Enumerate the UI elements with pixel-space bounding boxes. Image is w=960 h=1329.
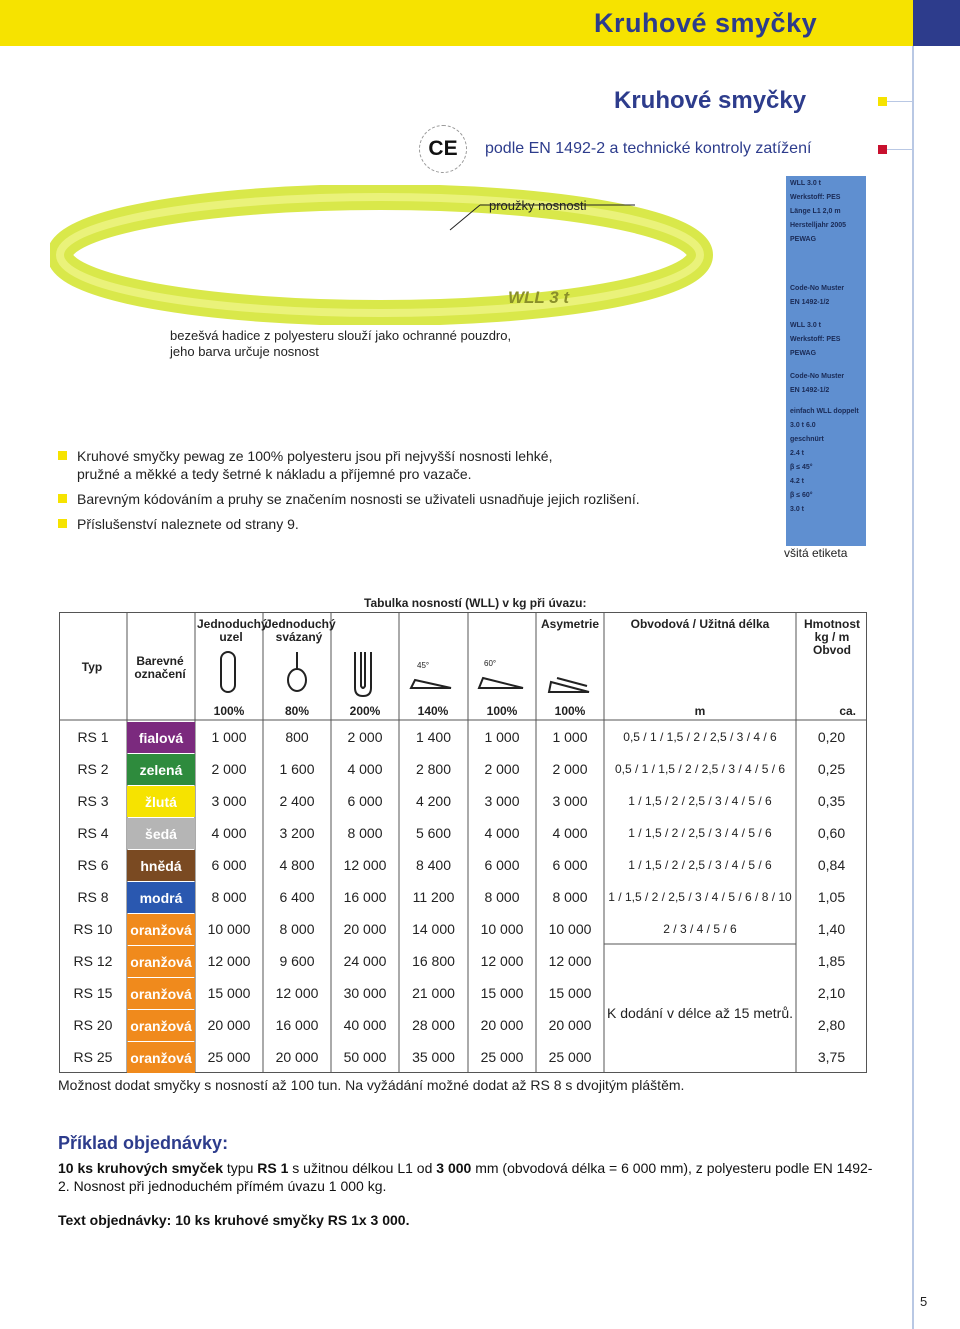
table-row [59, 849, 867, 881]
table-cell-typ: RS 3 [77, 793, 109, 809]
tag-caption: všitá etiketa [784, 546, 848, 560]
order-paragraph [58, 1159, 878, 1195]
table-cell-c4: 35 000 [412, 1049, 455, 1065]
order-bold: 3 000 [436, 1160, 472, 1176]
table-cell-c3: 16 000 [343, 889, 387, 905]
table-row [59, 945, 867, 977]
table-cell-c3: 30 000 [343, 985, 387, 1001]
table-cell-c5: 2 000 [484, 761, 520, 777]
capacity-note: Možnost dodat smyčky s nosností až 100 tun. Na vyžádání možné dodat až RS 8 s dvojitým pláštěm. [58, 1077, 685, 1093]
bullet-icon [58, 519, 67, 528]
pct-label: m [694, 704, 706, 718]
table-cell-typ: RS 15 [73, 985, 113, 1001]
table-cell-typ: RS 8 [77, 889, 109, 905]
tag-line: einfach WLL doppelt [790, 408, 859, 415]
corner-block [913, 0, 960, 46]
table-cell-typ: RS 4 [77, 825, 109, 841]
ce-mark-icon [419, 125, 467, 173]
page-number: 5 [920, 1294, 928, 1309]
order-bold: 10 ks kruhových smyček [58, 1160, 223, 1176]
table-row [59, 785, 867, 817]
asymmetric-icon [549, 678, 589, 692]
table-row [59, 721, 867, 753]
table-cell-w: 2,80 [817, 1017, 846, 1033]
table-title: Tabulka nosností (WLL) v kg při úvazu: [364, 596, 587, 610]
choke-hitch-icon [288, 669, 306, 691]
table-cell-w: 0,25 [817, 761, 846, 777]
table-cell-c3: 2 000 [347, 729, 383, 745]
table-cell-w: 3,75 [817, 1049, 846, 1065]
table-cell-c2: 4 800 [279, 857, 315, 873]
red-square-icon [878, 145, 887, 154]
table-cell-c1: 3 000 [211, 793, 247, 809]
table-cell-w: 1,05 [817, 889, 846, 905]
table-cell-len: 1 / 1,5 / 2 / 2,5 / 3 / 4 / 5 / 6 [628, 858, 772, 872]
pct-label: 100% [486, 704, 518, 718]
table-cell-c6: 3 000 [552, 793, 588, 809]
page-title: Kruhové smyčky [594, 8, 818, 38]
table-cell-barva: oranžová [127, 978, 195, 1009]
table-cell-barva: oranžová [127, 914, 195, 945]
sling-wll-text: WLL 3 t [508, 288, 570, 307]
table-cell-barva: zelená [127, 754, 195, 785]
table-cell-c2: 16 000 [275, 1017, 319, 1033]
tag-line: Code-No Muster [790, 373, 845, 380]
table-cell-typ: RS 12 [73, 953, 113, 969]
table-cell-c4: 16 800 [412, 953, 455, 969]
col-header-single-knot: Jednoduchý uzel [197, 617, 268, 644]
pct-label: 100% [554, 704, 586, 718]
tag-line: Werkstoff: PES [790, 336, 841, 343]
table-cell-typ: RS 10 [73, 921, 113, 937]
angle-label: 45° [417, 661, 430, 670]
angle-45-icon [411, 680, 451, 688]
table-cell-c5: 10 000 [480, 921, 524, 937]
table-cell-c1: 8 000 [211, 889, 247, 905]
table-cell-barva: šedá [127, 818, 195, 849]
tag-line: PEWAG [790, 236, 817, 243]
table-cell-typ: RS 20 [73, 1017, 113, 1033]
basket-loop-icon [221, 652, 235, 692]
table-cell-c5: 15 000 [480, 985, 524, 1001]
table-cell-barva: modrá [127, 882, 195, 913]
table-cell-c4: 2 800 [415, 761, 452, 777]
section-title: Kruhové smyčky [614, 87, 807, 114]
table-cell-barva: hnědá [127, 850, 195, 881]
table-cell-c1: 10 000 [207, 921, 251, 937]
table-cell-len: 2 / 3 / 4 / 5 / 6 [663, 922, 737, 936]
table-cell-c2: 20 000 [275, 1049, 319, 1065]
table-cell-barva: oranžová [127, 1010, 195, 1041]
table-cell-c5: 8 000 [484, 889, 520, 905]
table-cell-c4: 14 000 [412, 921, 455, 937]
table-cell-c4: 28 000 [412, 1017, 455, 1033]
table-cell-c4: 4 200 [415, 793, 452, 809]
table-cell-c3: 6 000 [347, 793, 383, 809]
table-cell-c1: 4 000 [211, 825, 247, 841]
on-request-note: K dodání v délce až 15 metrů. [607, 1005, 793, 1021]
table-cell-len: 0,5 / 1 / 1,5 / 2 / 2,5 / 3 / 4 / 6 [623, 730, 777, 744]
table-cell-barva: fialová [127, 722, 195, 753]
pct-label: ca. [839, 704, 856, 718]
table-cell-c1: 20 000 [207, 1017, 251, 1033]
table-cell-c6: 6 000 [552, 857, 588, 873]
table-cell-c2: 3 200 [279, 825, 315, 841]
table-cell-len: 0,5 / 1 / 1,5 / 2 / 2,5 / 3 / 4 / 5 / 6 [614, 762, 786, 776]
table-cell-c3: 50 000 [343, 1049, 387, 1065]
strip-label: proužky nosnosti [489, 198, 587, 213]
table-cell-c3: 40 000 [343, 1017, 387, 1033]
table-cell-len: 1 / 1,5 / 2 / 2,5 / 3 / 4 / 5 / 6 [628, 794, 772, 808]
table-cell-c2: 1 600 [279, 761, 315, 777]
col-header-weight: Hmotnost kg / m Obvod [804, 617, 860, 657]
sling-highlight [60, 197, 700, 313]
table-cell-c1: 25 000 [207, 1049, 251, 1065]
table-row [59, 817, 867, 849]
table-cell-c2: 2 400 [279, 793, 315, 809]
table-cell-c4: 1 400 [415, 729, 452, 745]
table-cell-c3: 4 000 [347, 761, 383, 777]
connector-line [887, 101, 913, 102]
order-text: mm (obvodová délka = 6 000 mm), z polyesteru podle EN 1492-2. Nosnost při jednoduchém přímém úvazu 1 000 kg. [58, 1160, 873, 1194]
tag-line: EN 1492-1/2 [790, 299, 830, 306]
table-cell-c2: 8 000 [279, 921, 315, 937]
tag-line: Herstelljahr 2005 [790, 222, 847, 229]
tag-line: geschnürt [790, 436, 824, 443]
table-cell-c6: 10 000 [548, 921, 592, 937]
table-cell-c4: 5 600 [415, 825, 452, 841]
table-cell-c5: 1 000 [484, 729, 520, 745]
col-header-typ: Typ [81, 660, 103, 674]
tag-line: WLL 3.0 t [790, 322, 821, 329]
table-cell-c5: 25 000 [480, 1049, 524, 1065]
order-bold: RS 1 [257, 1160, 289, 1176]
table-cell-c2: 800 [285, 729, 309, 745]
angle-60-icon [479, 678, 523, 688]
pct-label: 140% [417, 704, 449, 718]
angle-label: 60° [484, 659, 497, 668]
pct-label: 200% [349, 704, 381, 718]
pct-label: 80% [284, 704, 310, 718]
table-cell-c1: 6 000 [211, 857, 247, 873]
table-cell-len: 1 / 1,5 / 2 / 2,5 / 3 / 4 / 5 / 6 [628, 826, 772, 840]
table-cell-c5: 6 000 [484, 857, 520, 873]
norm-subtitle: podle EN 1492-2 a technické kontroly zatížení [485, 140, 812, 157]
table-cell-c6: 20 000 [548, 1017, 592, 1033]
table-cell-c6: 8 000 [552, 889, 588, 905]
sling-description: bezešvá hadice z polyesteru slouží jako ochranné pouzdro, jeho barva určuje nosnost [170, 328, 512, 359]
table-cell-c1: 1 000 [211, 729, 247, 745]
table-cell-len [604, 945, 796, 977]
pct-label: 100% [213, 704, 245, 718]
table-cell-c3: 12 000 [343, 857, 387, 873]
connector-line [887, 149, 913, 150]
tag-line: EN 1492-1/2 [790, 387, 830, 394]
table-cell-barva: žlutá [127, 786, 195, 817]
table-cell-w: 0,84 [817, 857, 846, 873]
table-cell-typ: RS 2 [77, 761, 109, 777]
table-cell-len: 1 / 1,5 / 2 / 2,5 / 3 / 4 / 5 / 6 / 8 / 10 [608, 890, 792, 904]
table-cell-c6: 1 000 [552, 729, 588, 745]
table-cell-c5: 4 000 [484, 825, 520, 841]
basket-hitch-icon [355, 652, 371, 696]
table-row [59, 1041, 867, 1073]
table-row [59, 881, 867, 913]
table-cell-len [604, 1041, 796, 1073]
table-row [59, 753, 867, 785]
table-cell-c6: 4 000 [552, 825, 588, 841]
table-cell-w: 1,40 [817, 921, 846, 937]
table-cell-typ: RS 6 [77, 857, 109, 873]
table-cell-c4: 21 000 [412, 985, 455, 1001]
round-sling-image [50, 185, 730, 325]
table-cell-barva: oranžová [127, 946, 195, 977]
table-cell-barva: oranžová [127, 1042, 195, 1073]
order-text-line: Text objednávky: 10 ks kruhové smyčky RS 1x 3 000. [58, 1212, 410, 1228]
tag-line: 3.0 t [790, 506, 805, 513]
table-cell-c4: 11 200 [412, 889, 455, 905]
tag-line: 2.4 t [790, 450, 805, 457]
table-cell-w: 0,35 [817, 793, 846, 809]
table-cell-w: 0,60 [817, 825, 846, 841]
table-cell-w: 0,20 [817, 729, 846, 745]
table-cell-c4: 8 400 [415, 857, 452, 873]
table-cell-c6: 25 000 [548, 1049, 592, 1065]
table-cell-typ: RS 25 [73, 1049, 113, 1065]
order-text: s užitnou délkou L1 od [288, 1160, 437, 1176]
tag-line: Werkstoff: PES [790, 194, 841, 201]
tag-line: 4.2 t [790, 478, 805, 485]
col-header-length: Obvodová / Užitná délka [630, 617, 770, 631]
order-text: typu [223, 1160, 258, 1176]
sewn-tag-image [786, 176, 866, 546]
tag-line: Länge L1 2,0 m [790, 208, 841, 215]
table-cell-c3: 8 000 [347, 825, 383, 841]
table-cell-c1: 2 000 [211, 761, 247, 777]
table-cell-c6: 15 000 [548, 985, 592, 1001]
table-cell-c1: 15 000 [207, 985, 251, 1001]
table-cell-c5: 12 000 [480, 953, 524, 969]
bullet-icon [58, 494, 67, 503]
table-cell-c5: 3 000 [484, 793, 520, 809]
order-heading: Příklad objednávky: [58, 1133, 229, 1153]
ce-text: CE [428, 137, 458, 160]
table-row [59, 913, 867, 945]
table-cell-c2: 6 400 [279, 889, 315, 905]
table-cell-c6: 2 000 [552, 761, 588, 777]
tag-line: Code-No Muster [790, 285, 845, 292]
table-cell-c2: 12 000 [275, 985, 319, 1001]
col-header-single-choke: Jednoduchý svázaný [265, 617, 336, 644]
tag-line: 3.0 t 6.0 [790, 422, 816, 429]
table-cell-c1: 12 000 [207, 953, 251, 969]
tag-line: WLL 3.0 t [790, 180, 821, 187]
tag-line: β ≤ 45° [790, 464, 813, 471]
table-cell-w: 1,85 [817, 953, 846, 969]
tag-line: β ≤ 60° [790, 492, 813, 499]
bullet-icon [58, 451, 67, 460]
table-cell-c3: 20 000 [343, 921, 387, 937]
table-cell-c3: 24 000 [343, 953, 387, 969]
table-cell-c5: 20 000 [480, 1017, 524, 1033]
table-cell-c6: 12 000 [548, 953, 592, 969]
yellow-square-icon [878, 97, 887, 106]
table-cell-typ: RS 1 [77, 729, 109, 745]
col-header-asymmetry: Asymetrie [540, 617, 600, 631]
table-cell-c2: 9 600 [279, 953, 315, 969]
tag-line: PEWAG [790, 350, 817, 357]
col-header-color: Barevné označení [134, 654, 186, 681]
table-cell-w: 2,10 [817, 985, 846, 1001]
margin-line [912, 46, 914, 1329]
